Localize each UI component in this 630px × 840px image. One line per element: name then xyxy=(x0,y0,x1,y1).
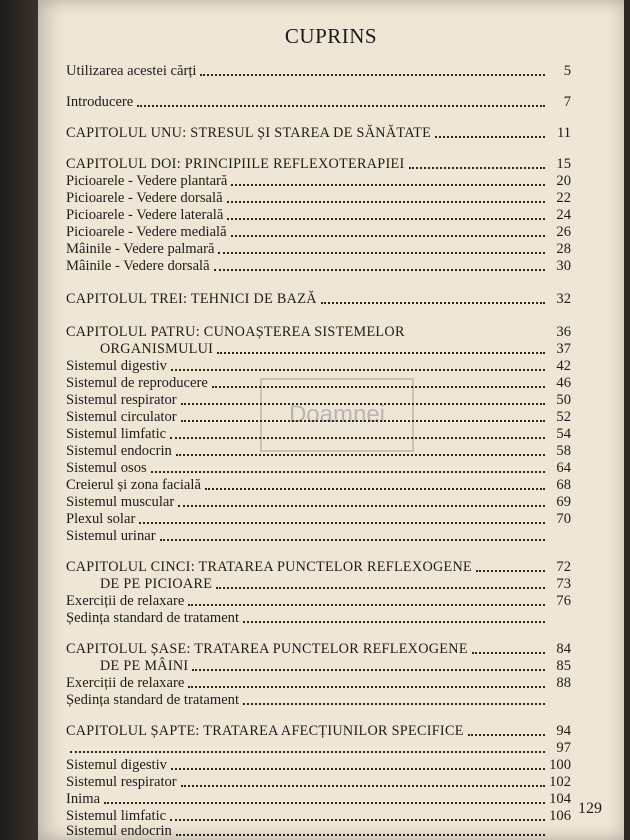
toc-entry xyxy=(66,374,571,392)
toc-entry-page: 73 xyxy=(556,576,571,592)
toc-entry xyxy=(66,425,571,443)
toc-entry-page: 106 xyxy=(549,808,571,824)
leader-dots xyxy=(176,454,545,456)
leader-dots xyxy=(192,669,545,671)
toc-entry xyxy=(66,609,571,627)
toc-entry-label: CAPITOLUL PATRU: CUNOAȘTEREA SISTEMELOR xyxy=(66,324,405,340)
watermark: Doamnei xyxy=(260,378,414,452)
toc-entry xyxy=(66,592,571,610)
toc-entry-page: 69 xyxy=(556,494,571,510)
toc-entry-page: 26 xyxy=(556,224,571,240)
leader-dots xyxy=(170,819,545,821)
leader-dots xyxy=(181,420,545,422)
toc-entry xyxy=(66,62,571,80)
leader-dots xyxy=(171,768,545,770)
toc-entry xyxy=(66,442,571,460)
leader-dots xyxy=(227,218,545,220)
toc-entry-label: Ședința standard de tratament xyxy=(66,692,240,708)
toc-entry-label: Sistemul osos xyxy=(66,460,147,476)
toc-entry-label: Introducere xyxy=(66,94,134,110)
toc-entry-label: CAPITOLUL ȘASE: TRATAREA PUNCTELOR REFLEXOGENE xyxy=(66,641,468,657)
page-number: 129 xyxy=(578,800,602,817)
leader-dots xyxy=(217,352,545,354)
leader-dots xyxy=(200,74,545,76)
toc-entry-label: Mâinile - Vedere palmară xyxy=(66,241,215,257)
toc-entry xyxy=(66,257,571,275)
leader-dots xyxy=(160,539,545,541)
toc-entry-page: 58 xyxy=(556,443,571,459)
leader-dots xyxy=(205,488,545,490)
toc-entry-label: Inima xyxy=(66,791,101,807)
toc-entry-label: CAPITOLUL CINCI: TRATAREA PUNCTELOR REFLEXOGENE xyxy=(66,559,473,575)
leader-dots xyxy=(170,437,545,439)
leader-dots xyxy=(227,201,545,203)
toc-entry xyxy=(66,189,571,207)
toc-entry xyxy=(66,790,571,808)
leader-dots xyxy=(216,587,545,589)
toc-entry-label: DE PE MÂINI xyxy=(100,658,189,674)
toc-entry-page: 46 xyxy=(556,375,571,391)
toc-entry xyxy=(66,476,571,494)
leader-dots xyxy=(472,652,545,654)
leader-dots xyxy=(214,269,545,271)
toc-entry-page: 28 xyxy=(556,241,571,257)
toc-entry xyxy=(66,206,571,224)
toc-chapter-continuation xyxy=(66,575,571,593)
toc-entry-page: 70 xyxy=(556,511,571,527)
toc-entry-page: 22 xyxy=(556,190,571,206)
book-page xyxy=(38,0,624,840)
toc-entry-label: ORGANISMULUI xyxy=(100,341,214,357)
toc-entry-page: 100 xyxy=(549,757,571,773)
toc-chapter-entry xyxy=(66,155,571,173)
toc-entry-page: 76 xyxy=(556,593,571,609)
leader-dots xyxy=(243,621,545,623)
toc-entry xyxy=(66,674,571,692)
leader-dots xyxy=(178,505,545,507)
leader-dots xyxy=(70,751,545,753)
toc-entry xyxy=(66,822,571,840)
toc-entry-label: Sistemul digestiv xyxy=(66,757,167,773)
toc-entry-label: Sistemul limfatic xyxy=(66,426,167,442)
toc-entry-page: 37 xyxy=(556,341,571,357)
leader-dots xyxy=(231,235,545,237)
toc-entry-page: 102 xyxy=(549,774,571,790)
leader-dots xyxy=(188,604,545,606)
toc-chapter-continuation xyxy=(66,657,571,675)
toc-entry-page: 85 xyxy=(556,658,571,674)
toc-entry-label: Picioarele - Vedere plantară xyxy=(66,173,228,189)
toc-entry-label: Utilizarea acestei cărți xyxy=(66,63,197,79)
toc-entry-page: 50 xyxy=(556,392,571,408)
toc-entry-page: 104 xyxy=(549,791,571,807)
toc-entry xyxy=(66,691,571,709)
leader-dots xyxy=(468,734,545,736)
toc-entry-page: 15 xyxy=(556,156,571,172)
leader-dots xyxy=(212,386,545,388)
leader-dots xyxy=(104,802,545,804)
toc-entry xyxy=(66,357,571,375)
leader-dots xyxy=(181,785,545,787)
toc-entry-page: 7 xyxy=(563,94,571,110)
toc-entry-label: Plexul solar xyxy=(66,511,136,527)
toc-entry-label: Creierul și zona facială xyxy=(66,477,201,493)
leader-dots xyxy=(181,403,545,405)
toc-entry-page: 5 xyxy=(563,63,571,79)
toc-entry-label: DE PE PICIOARE xyxy=(100,576,213,592)
toc-chapter-entry xyxy=(66,640,571,658)
toc-entry-page: 97 xyxy=(556,740,571,756)
toc-entry-label: Mâinile - Vedere dorsală xyxy=(66,258,210,274)
leader-dots xyxy=(137,105,545,107)
toc-entry-page: 36 xyxy=(556,324,571,340)
toc-chapter-entry xyxy=(66,722,571,740)
toc-entry-label: Sistemul limfatic xyxy=(66,808,167,824)
toc-entry xyxy=(66,240,571,258)
toc-entry xyxy=(66,739,571,757)
toc-entry-label: Sistemul respirator xyxy=(66,392,177,408)
toc-entry-label: Sistemul circulator xyxy=(66,409,177,425)
toc-entry-page: 68 xyxy=(556,477,571,493)
toc-entry xyxy=(66,773,571,791)
toc-entry-page: 42 xyxy=(556,358,571,374)
toc-entry-label: Sistemul endocrin xyxy=(66,823,172,839)
toc-entry-label: CAPITOLUL ȘAPTE: TRATAREA AFECȚIUNILOR SPECIFICE xyxy=(66,723,464,739)
toc-entry xyxy=(66,223,571,241)
toc-entry-page: 24 xyxy=(556,207,571,223)
toc-chapter-entry xyxy=(66,323,571,341)
toc-chapter-entry xyxy=(66,124,571,142)
toc-entry-label: CAPITOLUL UNU: STRESUL ȘI STAREA DE SĂNĂTATE xyxy=(66,125,432,141)
toc-entry-page: 72 xyxy=(556,559,571,575)
toc-entry-page: 11 xyxy=(556,125,571,141)
toc-entry xyxy=(66,391,571,409)
leader-dots xyxy=(188,686,545,688)
toc-entry-page: 20 xyxy=(556,173,571,189)
toc-entry-page: 54 xyxy=(556,426,571,442)
leader-dots xyxy=(231,184,545,186)
toc-entry-label: CAPITOLUL TREI: TEHNICI DE BAZĂ xyxy=(66,291,317,307)
toc-entry xyxy=(66,93,571,111)
toc-chapter-continuation xyxy=(66,340,571,358)
toc-entry-page: 52 xyxy=(556,409,571,425)
leader-dots xyxy=(435,136,545,138)
toc-entry-label: Exerciții de relaxare xyxy=(66,593,185,609)
toc-entry-page: 30 xyxy=(556,258,571,274)
toc-entry-label: Exerciții de relaxare xyxy=(66,675,185,691)
toc-chapter-entry xyxy=(66,290,571,308)
toc-entry-page: 32 xyxy=(556,291,571,307)
toc-entry xyxy=(66,172,571,190)
leader-dots xyxy=(176,834,545,836)
toc-entry-label: Sistemul respirator xyxy=(66,774,177,790)
toc-entry xyxy=(66,493,571,511)
toc-entry-label: Sistemul digestiv xyxy=(66,358,167,374)
toc-entry xyxy=(66,527,571,545)
leader-dots xyxy=(218,252,545,254)
toc-entry-page: 94 xyxy=(556,723,571,739)
toc-entry-label: Ședința standard de tratament xyxy=(66,610,240,626)
leader-dots xyxy=(243,703,545,705)
toc-entry xyxy=(66,459,571,477)
leader-dots xyxy=(139,522,545,524)
leader-dots xyxy=(171,369,545,371)
toc-entry xyxy=(66,756,571,774)
leader-dots xyxy=(151,471,545,473)
toc-entry-label: Sistemul endocrin xyxy=(66,443,172,459)
leader-dots xyxy=(409,167,545,169)
leader-dots xyxy=(321,302,545,304)
toc-entry-page: 84 xyxy=(556,641,571,657)
toc-entry-page: 64 xyxy=(556,460,571,476)
toc-entry xyxy=(66,510,571,528)
toc-entry-page: 88 xyxy=(556,675,571,691)
toc-entry-label: Sistemul de reproducere xyxy=(66,375,208,391)
toc-entry-label: Picioarele - Vedere dorsală xyxy=(66,190,223,206)
leader-dots xyxy=(476,570,545,572)
toc-entry-label: Sistemul muscular xyxy=(66,494,175,510)
page-title: CUPRINS xyxy=(284,24,378,48)
toc-entry-label: Sistemul urinar xyxy=(66,528,156,544)
book-gutter xyxy=(0,0,38,840)
toc-chapter-entry xyxy=(66,558,571,576)
toc-entry-label: CAPITOLUL DOI: PRINCIPIILE REFLEXOTERAPIEI xyxy=(66,156,405,172)
leader-space xyxy=(409,335,545,337)
toc-entry-label: Picioarele - Vedere medială xyxy=(66,224,227,240)
toc-entry-label: Picioarele - Vedere laterală xyxy=(66,207,224,223)
toc-entry xyxy=(66,408,571,426)
